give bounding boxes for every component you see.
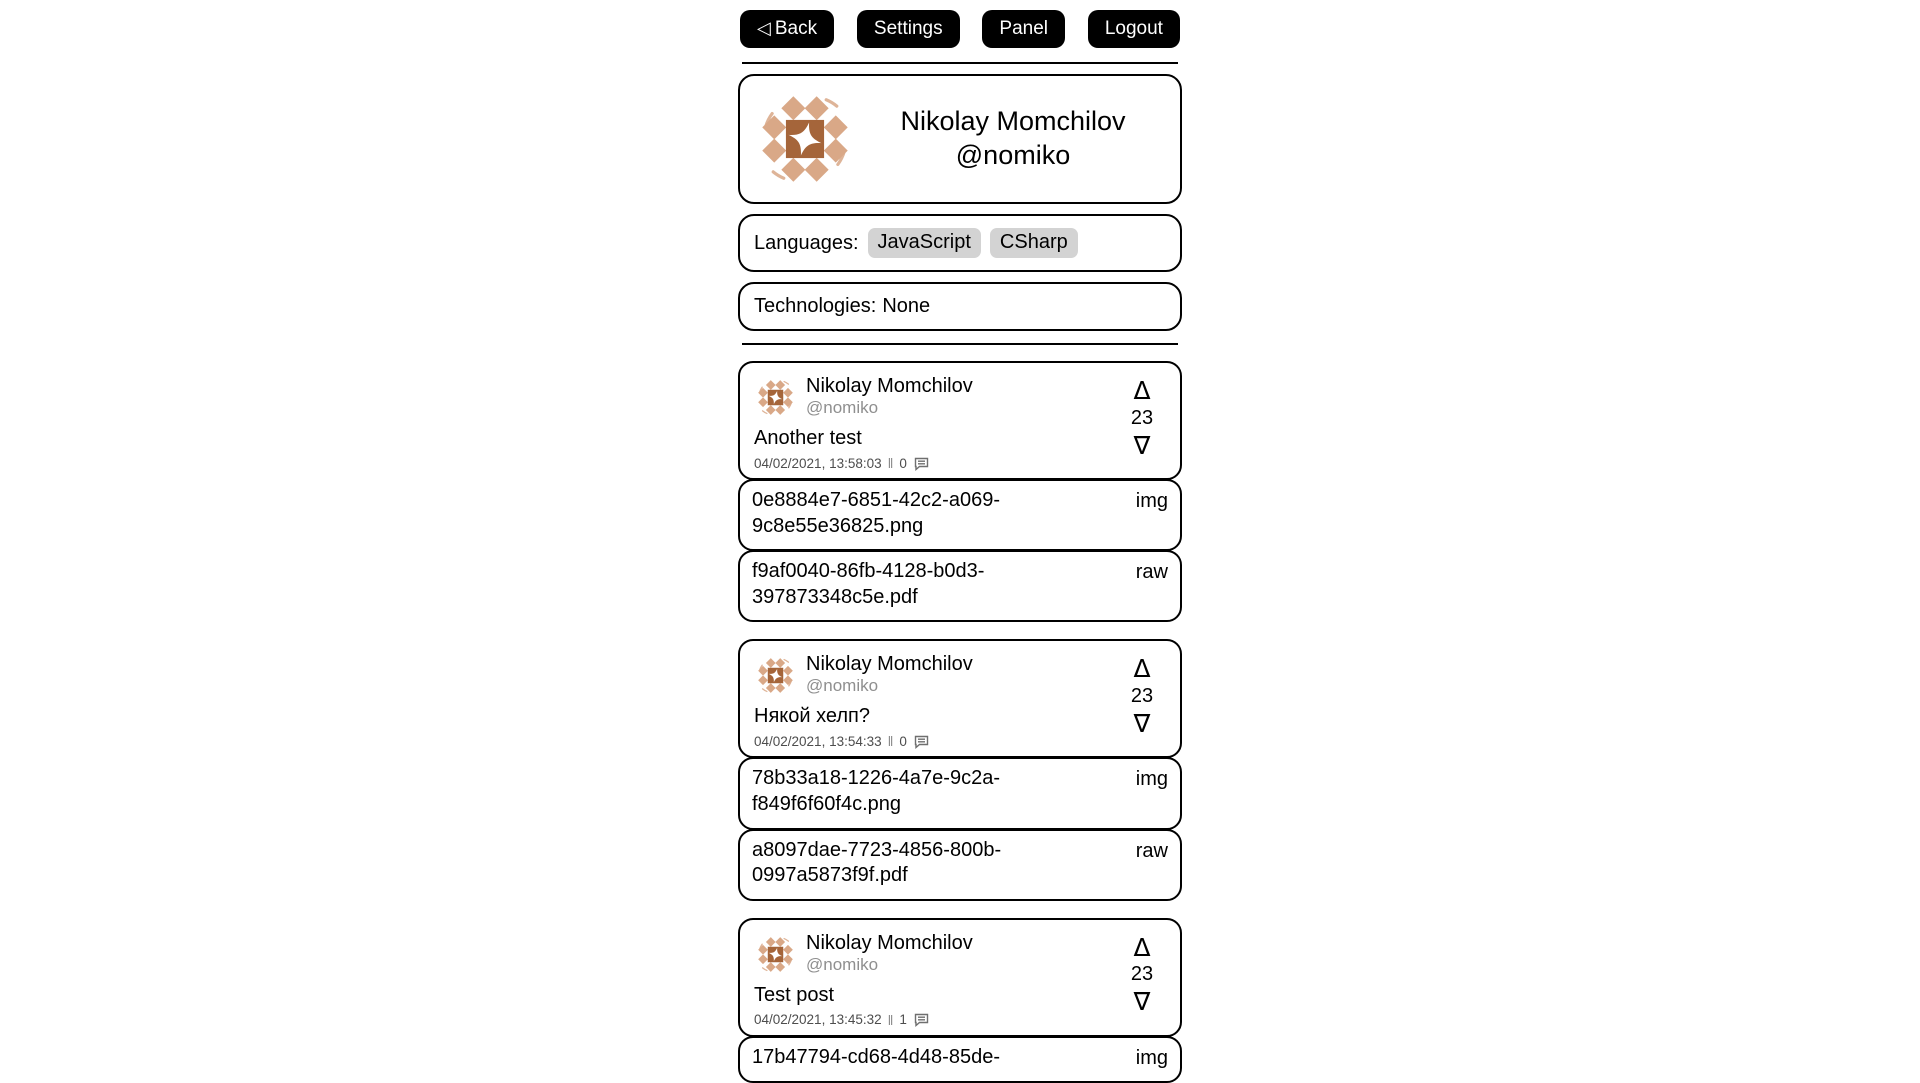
post-card[interactable] (738, 918, 1182, 1037)
top-nav (738, 10, 1182, 48)
post-main (754, 375, 1114, 471)
attachment-type: img (1135, 1046, 1168, 1069)
meta-separator: ‖ (887, 733, 894, 750)
attachment-filename: 0e8884e7-6851-42c2-a069-9c8e55e36825.png (752, 489, 1000, 537)
post-timestamp: 04/02/2021, 13:54:33 (754, 733, 882, 749)
attachment-type: img (1135, 490, 1168, 512)
post-author-handle: @nomiko (806, 398, 879, 417)
profile-avatar (752, 86, 858, 192)
divider-posts (742, 343, 1178, 345)
post-author-name: Nikolay Momchilov (806, 931, 973, 954)
upvote-button[interactable]: Δ (1133, 654, 1151, 684)
content-column (738, 0, 1182, 1083)
settings-button[interactable]: Settings (857, 10, 960, 48)
vote-count: 23 (1130, 684, 1154, 707)
languages-card (738, 214, 1182, 272)
attachment-filename: a8097dae-7723-4856-800b-0997a5873f9f.pdf (752, 838, 1002, 887)
technologies-value: None (882, 295, 931, 317)
comment-icon (914, 1013, 929, 1026)
post-card[interactable] (738, 361, 1182, 480)
language-badge: JavaScript (868, 228, 981, 258)
upvote-button[interactable]: Δ (1133, 376, 1151, 405)
post-comment-count: 0 (899, 733, 907, 749)
upvote-button[interactable]: Δ (1133, 932, 1151, 962)
comment-icon (914, 457, 929, 470)
post-card[interactable] (738, 639, 1182, 758)
attachment-type: img (1135, 768, 1168, 791)
profile-handle: @nomiko (955, 140, 1071, 170)
post-meta (754, 1012, 1114, 1028)
technologies-label: Technologies: (754, 295, 877, 317)
post-meta (754, 733, 1114, 749)
profile-name: Nikolay Momchilov (900, 106, 1126, 137)
attachment-filename: f9af0040-86fb-4128-b0d3-397873348c5e.pdf (752, 560, 985, 608)
logout-button[interactable]: Logout (1088, 10, 1180, 48)
attachment-filename: 78b33a18-1226-4a7e-9c2a-f849f6f60f4c.png (752, 767, 1000, 815)
post-timestamp: 04/02/2021, 13:58:03 (754, 455, 882, 471)
vote-column (1114, 653, 1170, 749)
language-badge: CSharp (990, 228, 1078, 258)
post-group (738, 639, 1182, 900)
post-group (738, 361, 1182, 622)
meta-separator: ‖ (887, 1011, 894, 1028)
attachment-row[interactable] (738, 757, 1182, 829)
back-arrow-icon: ◁ (757, 18, 771, 38)
attachment-row[interactable] (738, 479, 1182, 551)
back-button-label: Back (774, 18, 818, 39)
vote-column (1114, 375, 1170, 471)
post-author-handle: @nomiko (806, 676, 879, 696)
attachment-row[interactable] (738, 1036, 1182, 1083)
back-button[interactable] (740, 10, 834, 48)
attachment-type: raw (1135, 839, 1168, 862)
technologies-card (738, 282, 1182, 331)
post-group (738, 918, 1182, 1083)
downvote-button[interactable]: ∇ (1133, 708, 1151, 738)
post-author-name: Nikolay Momchilov (806, 375, 973, 397)
vote-column (1114, 932, 1170, 1028)
post-main (754, 653, 1114, 749)
panel-button[interactable]: Panel (982, 10, 1065, 48)
post-author-avatar (754, 376, 797, 419)
attachment-type: raw (1135, 561, 1168, 584)
post-author-avatar (754, 933, 797, 976)
downvote-button[interactable]: ∇ (1133, 430, 1151, 460)
attachment-row[interactable] (738, 550, 1182, 622)
attachment-row[interactable] (738, 829, 1182, 901)
post-comment-count: 1 (899, 1012, 907, 1028)
downvote-button[interactable]: ∇ (1133, 987, 1151, 1017)
languages-label: Languages: (754, 231, 859, 254)
post-author-avatar (754, 654, 797, 697)
vote-count: 23 (1130, 406, 1154, 429)
post-timestamp: 04/02/2021, 13:45:32 (754, 1012, 882, 1028)
post-author-handle: @nomiko (806, 954, 879, 974)
meta-separator: ‖ (887, 455, 894, 471)
divider-top (742, 62, 1178, 64)
attachment-filename: 17b47794-cd68-4d48-85de- (752, 1045, 1000, 1068)
post-main (754, 932, 1114, 1028)
post-author-name: Nikolay Momchilov (806, 653, 973, 676)
profile-card (738, 74, 1182, 204)
post-meta (754, 455, 1114, 471)
post-title: Някой хелп? (754, 705, 870, 728)
vote-count: 23 (1130, 963, 1154, 986)
post-title: Test post (754, 983, 835, 1006)
post-title: Another test (754, 427, 862, 449)
post-comment-count: 0 (899, 455, 907, 471)
profile-names (858, 105, 1168, 173)
comment-icon (914, 735, 929, 748)
